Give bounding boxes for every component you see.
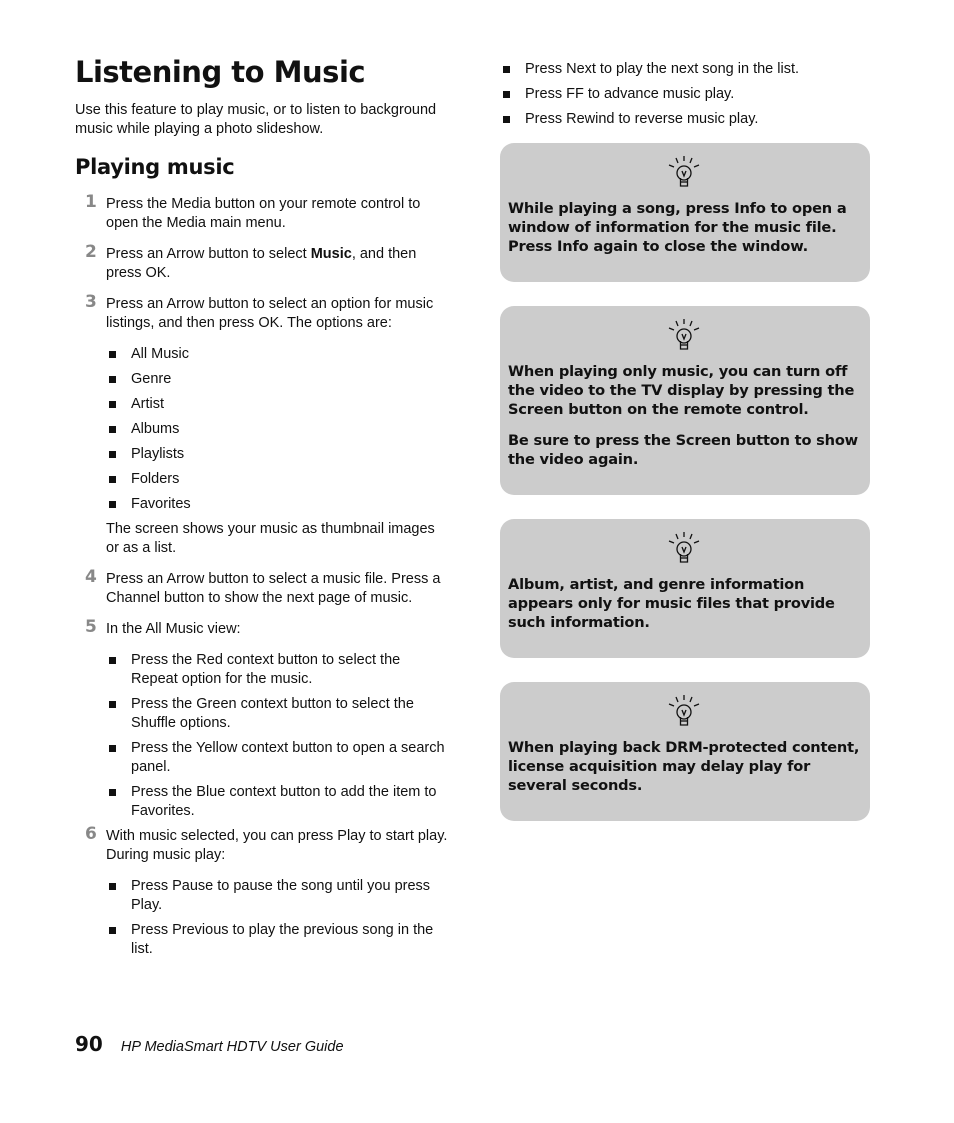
- section-title: Playing music: [75, 155, 235, 179]
- step-6: [75, 824, 450, 865]
- music-options-list: [75, 345, 450, 514]
- step-number: 5: [85, 617, 97, 637]
- square-bullet-icon: [109, 657, 116, 664]
- tip-text: Album, artist, and genre information appears only for music files that provide such information.: [508, 576, 835, 631]
- lightbulb-icon: [664, 531, 704, 567]
- options-note: The screen shows your music as thumbnail images or as a list.: [106, 521, 435, 556]
- tip-box: [500, 519, 870, 658]
- right-column: [500, 60, 870, 845]
- square-bullet-icon: [503, 66, 510, 73]
- square-bullet-icon: [109, 701, 116, 708]
- square-bullet-icon: [109, 745, 116, 752]
- play-controls-list-continued: [500, 60, 870, 129]
- list-item: Press Pause to pause the song until you press Play.: [106, 877, 450, 915]
- square-bullet-icon: [109, 351, 116, 358]
- step-text: Press the Media button on your remote control to open the Media main menu.: [106, 196, 421, 231]
- list-item: Artist: [106, 395, 450, 414]
- step-5: [75, 617, 450, 639]
- list-item: Press the Red context button to select the Repeat option for the music.: [106, 651, 450, 689]
- square-bullet-icon: [503, 91, 510, 98]
- lightbulb-icon: [664, 318, 704, 354]
- list-item: Playlists: [106, 445, 450, 464]
- tip-text: When playing back DRM-protected content, license acquisition may delay play for several seconds.: [508, 739, 860, 794]
- page-footer: [75, 1032, 344, 1056]
- list-item: Albums: [106, 420, 450, 439]
- step-number: 4: [85, 567, 97, 587]
- step-2: [75, 242, 450, 283]
- square-bullet-icon: [109, 451, 116, 458]
- left-column: [75, 55, 450, 965]
- intro-paragraph: Use this feature to play music, or to listen to background music while playing a photo slideshow.: [75, 102, 437, 137]
- list-item: Favorites: [106, 495, 450, 514]
- page-title: Listening to Music: [75, 55, 366, 89]
- step-4: [75, 567, 450, 608]
- step-text: Press an Arrow button to select an option for music listings, and then press OK. The options are:: [106, 296, 434, 331]
- play-controls-list: [75, 877, 450, 959]
- all-music-actions-list: [75, 651, 450, 821]
- tip-box: [500, 306, 870, 495]
- square-bullet-icon: [109, 789, 116, 796]
- step-number: 3: [85, 292, 97, 312]
- step-number: 1: [85, 192, 97, 212]
- list-item: Press the Yellow context button to open a search panel.: [106, 739, 450, 777]
- step-3: [75, 292, 450, 333]
- step-number: 6: [85, 824, 97, 844]
- guide-title: HP MediaSmart HDTV User Guide: [120, 1039, 344, 1055]
- list-item: All Music: [106, 345, 450, 364]
- square-bullet-icon: [503, 116, 510, 123]
- list-item: Press the Blue context button to add the item to Favorites.: [106, 783, 450, 821]
- step-number: 2: [85, 242, 97, 262]
- tip-text: When playing only music, you can turn off the video to the TV display by pressing the Screen button on the remote control.: [508, 363, 855, 418]
- square-bullet-icon: [109, 476, 116, 483]
- square-bullet-icon: [109, 883, 116, 890]
- list-item: Folders: [106, 470, 450, 489]
- step-text: With music selected, you can press Play to start play. During music play:: [106, 828, 448, 863]
- tip-box: [500, 682, 870, 821]
- lightbulb-icon: [664, 155, 704, 191]
- step-text-before: Press an Arrow button to select: [106, 246, 311, 262]
- tip-text: While playing a song, press Info to open a window of information for the music file. Press Info again to close the window.: [508, 200, 847, 255]
- list-item: Press the Green context button to select the Shuffle options.: [106, 695, 450, 733]
- step-text: Press an Arrow button to select a music file. Press a Channel button to show the next page of music.: [106, 571, 441, 606]
- step-text: [106, 245, 450, 283]
- square-bullet-icon: [109, 426, 116, 433]
- tip-text: Be sure to press the Screen button to show the video again.: [508, 432, 858, 468]
- list-item: Press FF to advance music play.: [500, 85, 870, 104]
- step-text: In the All Music view:: [106, 621, 241, 637]
- square-bullet-icon: [109, 927, 116, 934]
- square-bullet-icon: [109, 501, 116, 508]
- step-1: [75, 192, 450, 233]
- square-bullet-icon: [109, 376, 116, 383]
- list-item: Press Rewind to reverse music play.: [500, 110, 870, 129]
- square-bullet-icon: [109, 401, 116, 408]
- lightbulb-icon: [664, 694, 704, 730]
- list-item: Genre: [106, 370, 450, 389]
- list-item: Press Next to play the next song in the list.: [500, 60, 870, 79]
- page-number: 90: [75, 1032, 103, 1056]
- list-item: Press Previous to play the previous song in the list.: [106, 921, 450, 959]
- tip-box: [500, 143, 870, 282]
- step-text-after: , and then press OK.: [106, 246, 417, 281]
- step-text-bold: Music: [310, 246, 352, 262]
